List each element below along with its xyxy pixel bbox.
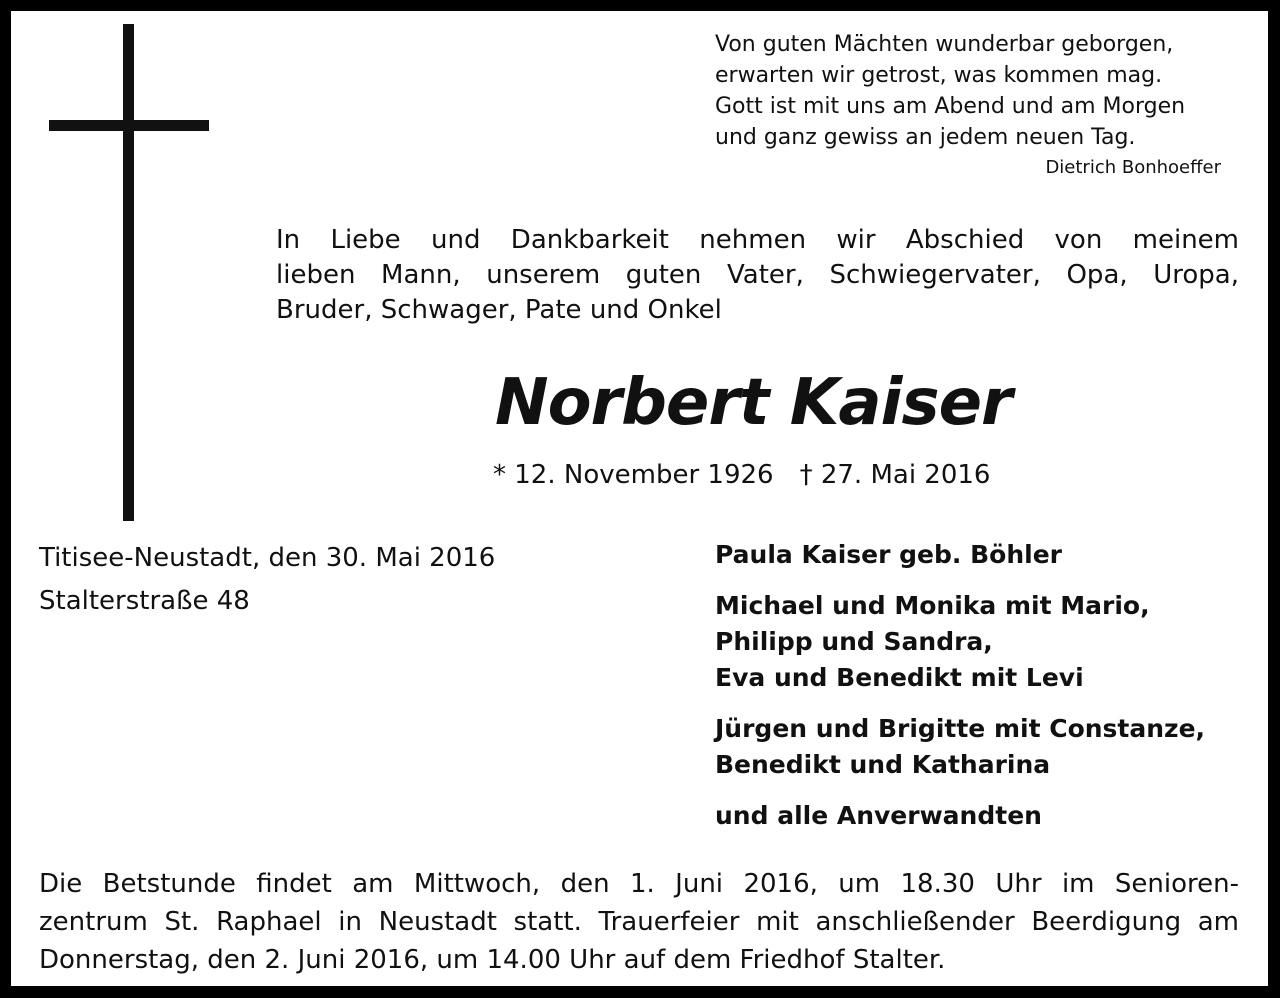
quote-line: und ganz gewiss an jedem neuen Tag. bbox=[715, 125, 1136, 150]
death-date: † 27. Mai 2016 bbox=[799, 460, 991, 490]
mourner-line: und alle Anverwandten bbox=[715, 801, 1042, 830]
intro-line: Bruder, Schwager, Pate und Onkel bbox=[276, 295, 722, 325]
mourner-line: Jürgen und Brigitte mit Constanze, bbox=[715, 714, 1206, 743]
mourner-line: Paula Kaiser geb. Böhler bbox=[715, 540, 1062, 569]
latin-cross-icon bbox=[49, 24, 209, 521]
service-line: Donnerstag, den 2. Juni 2016, um 14.00 Uhr auf dem Friedhof Stalter. bbox=[39, 945, 946, 975]
mourner-line: Philipp und Sandra, bbox=[715, 627, 993, 656]
bonhoeffer-quote bbox=[715, 29, 1225, 183]
intro-line: In Liebe und Dankbarkeit nehmen wir Abschied von meinem bbox=[276, 225, 1239, 255]
street-address: Stalterstraße 48 bbox=[39, 586, 250, 616]
service-details bbox=[39, 865, 1239, 979]
birth-date: * 12. November 1926 bbox=[493, 460, 774, 490]
intro-text bbox=[276, 223, 1239, 328]
quote-line: Von guten Mächten wunderbar geborgen, bbox=[715, 32, 1174, 57]
quote-line: Gott ist mit uns am Abend und am Morgen bbox=[715, 94, 1186, 119]
mourner-line: Michael und Monika mit Mario, bbox=[715, 591, 1150, 620]
mourner-line: Eva und Benedikt mit Levi bbox=[715, 663, 1084, 692]
deceased-name: Norbert Kaiser bbox=[495, 366, 1012, 440]
mourner-group bbox=[715, 588, 1205, 696]
mourner-group bbox=[715, 711, 1205, 783]
city-date: Titisee-Neustadt, den 30. Mai 2016 bbox=[39, 543, 496, 573]
quote-author: Dietrich Bonhoeffer bbox=[1045, 157, 1221, 178]
cross-vertical-beam bbox=[123, 24, 134, 521]
quote-line: erwarten wir getrost, was kommen mag. bbox=[715, 63, 1163, 88]
mourner-group bbox=[715, 798, 1205, 834]
life-dates bbox=[493, 457, 990, 493]
mourner-group bbox=[715, 537, 1205, 573]
mourner-line: Benedikt und Katharina bbox=[715, 750, 1051, 779]
cross-horizontal-beam bbox=[49, 120, 209, 131]
obituary-notice bbox=[11, 11, 1268, 986]
service-line: zentrum St. Raphael in Neustadt statt. Trauerfeier mit anschließender Beerdigung am bbox=[39, 907, 1239, 937]
mourners-list bbox=[715, 537, 1205, 849]
place-and-date bbox=[39, 537, 495, 623]
service-line: Die Betstunde findet am Mittwoch, den 1. Juni 2016, um 18.30 Uhr im Senioren- bbox=[39, 869, 1239, 899]
intro-line: lieben Mann, unserem guten Vater, Schwiegervater, Opa, Uropa, bbox=[276, 260, 1239, 290]
